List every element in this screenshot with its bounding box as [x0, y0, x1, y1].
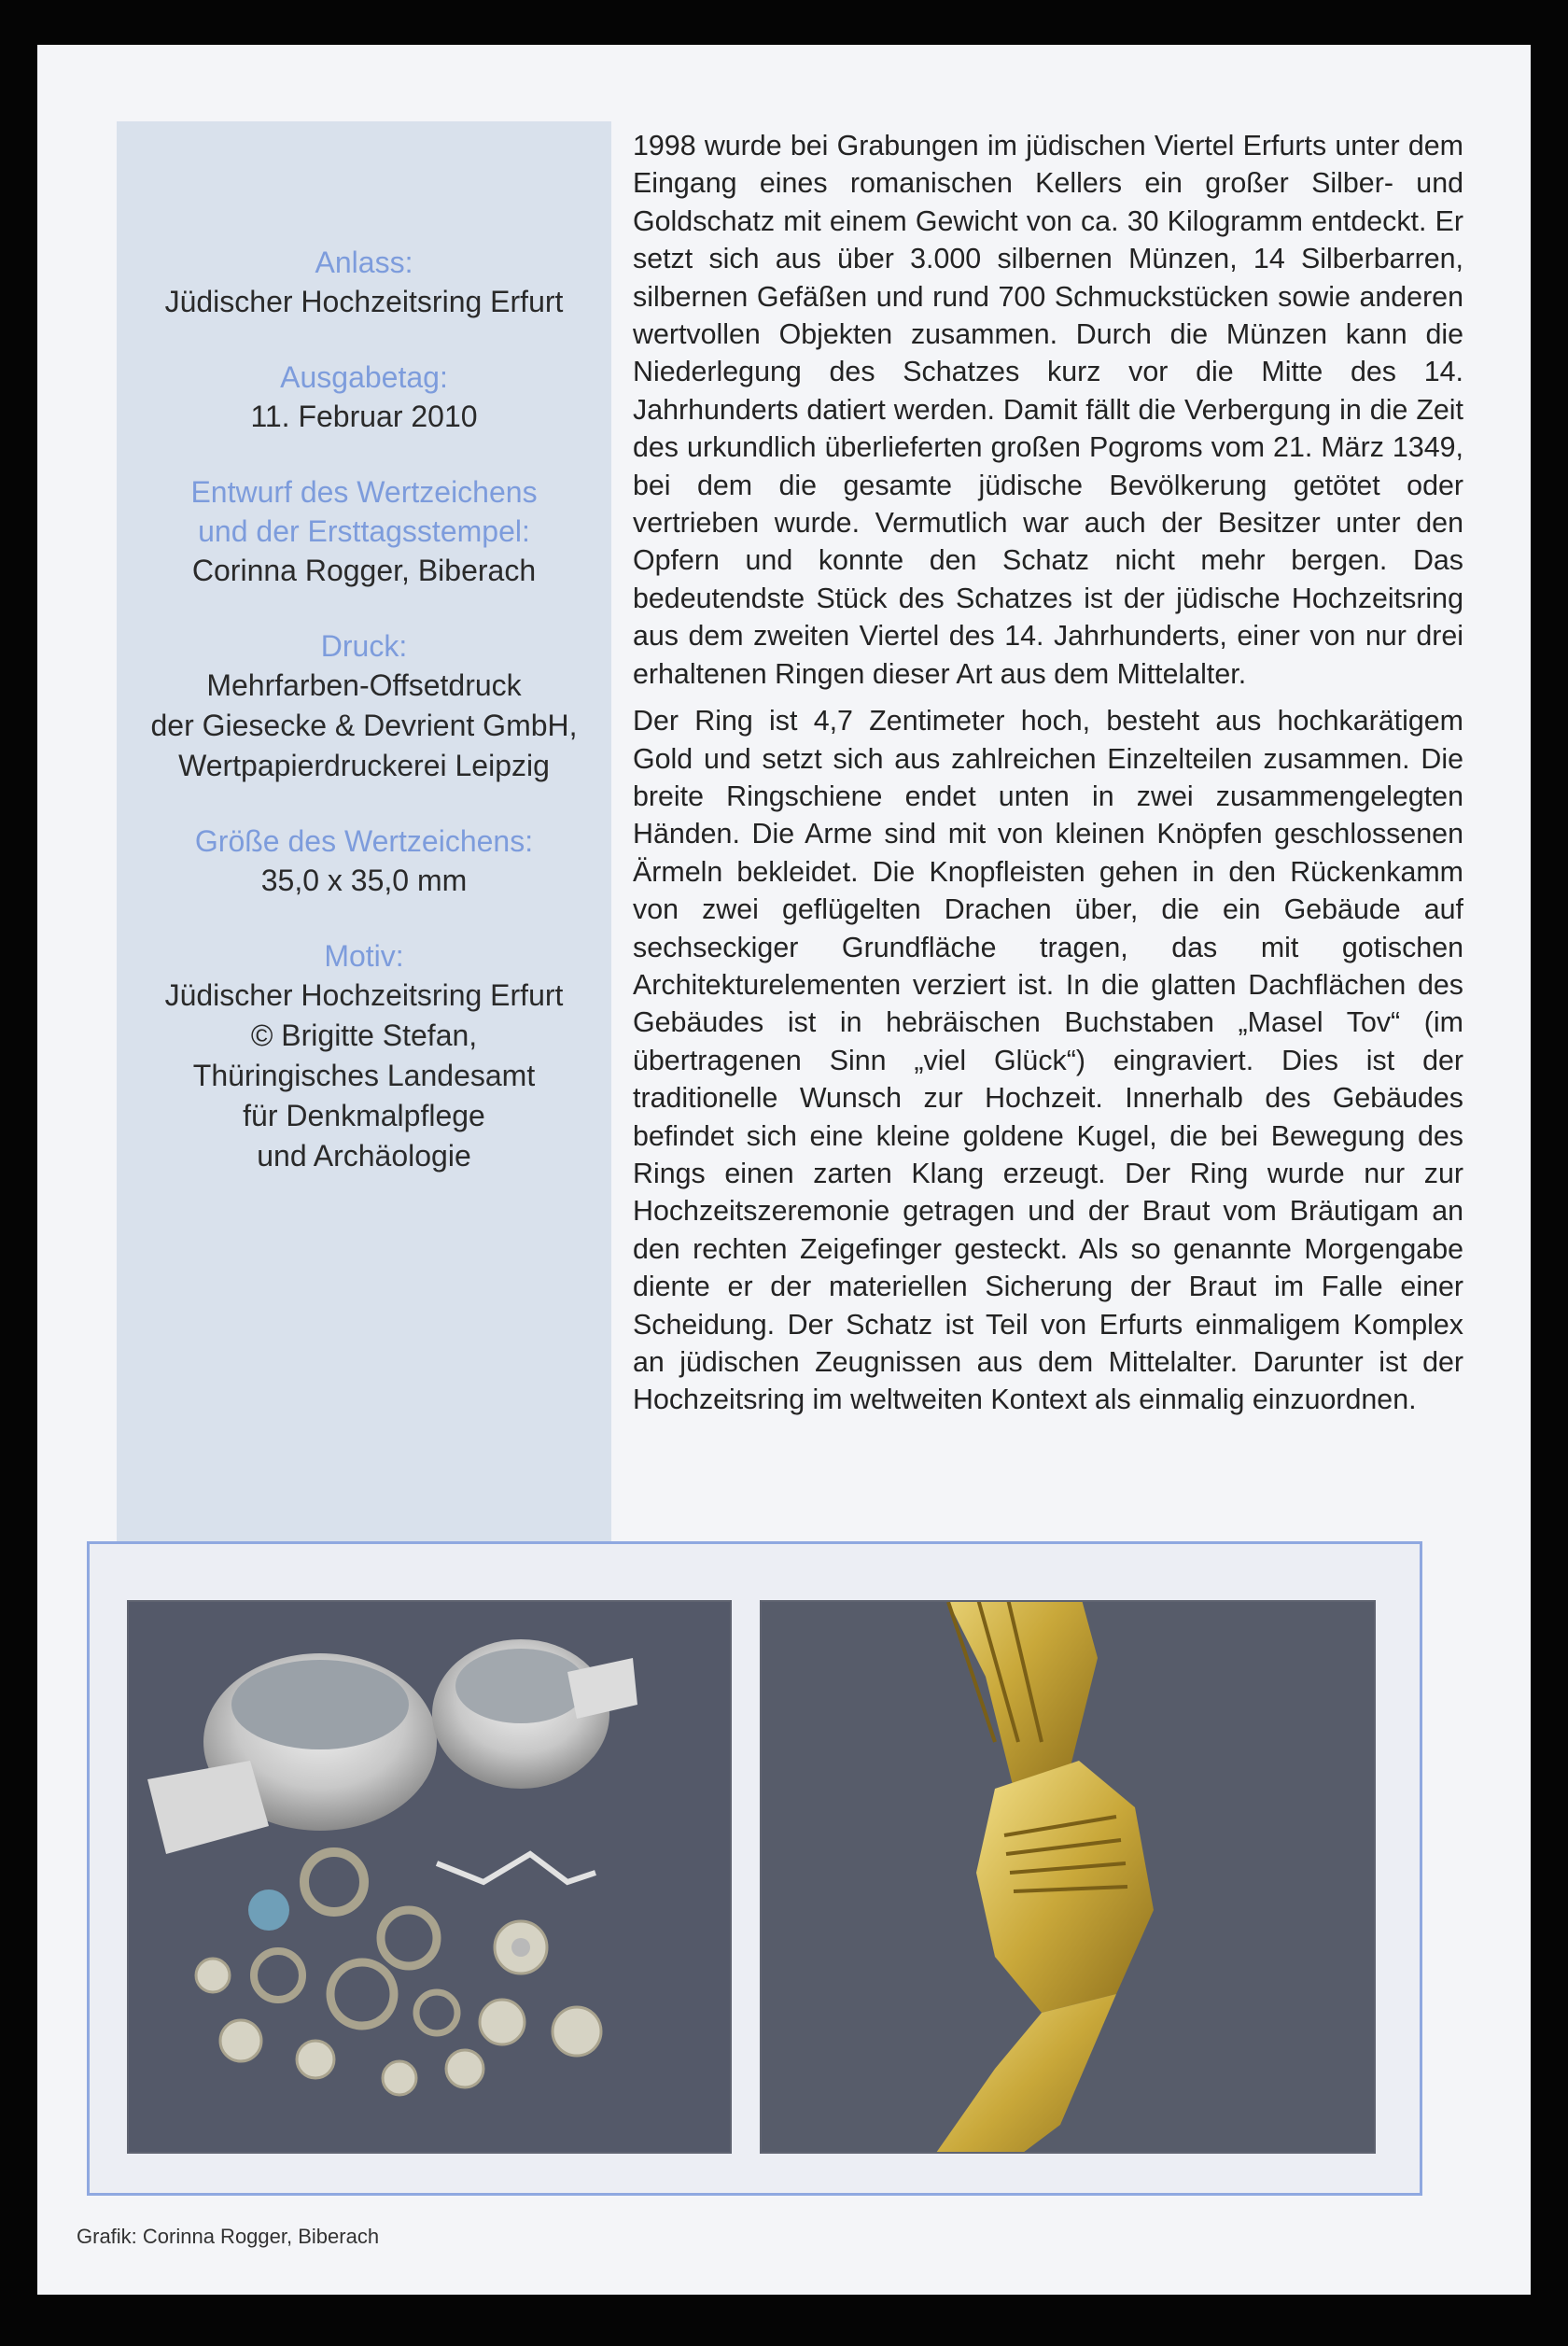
ring-photo [760, 1600, 1376, 2154]
graphic-credit: Grafik: Corinna Rogger, Biberach [77, 2225, 380, 2248]
photo-frame [87, 1541, 1422, 2196]
article-body [633, 127, 1463, 1428]
gold-wedding-ring-image [762, 1602, 1374, 2152]
detail-heading: Ausgabetag: [280, 360, 448, 394]
silver-bar [147, 1761, 269, 1854]
ring-band [930, 1994, 1116, 2152]
detail-value: für Denkmalpflege [243, 1099, 485, 1132]
detail-value: Wertpapierdruckerei Leipzig [178, 749, 550, 782]
detail-value: der Giesecke & Devrient GmbH, [150, 709, 578, 742]
gemstone-brooch [248, 1889, 289, 1931]
detail-heading: Anlass: [315, 246, 413, 279]
detail-block [117, 626, 611, 786]
silver-treasure-image [129, 1602, 730, 2152]
detail-block [117, 358, 611, 437]
detail-heading: Druck: [320, 629, 408, 663]
detail-value: © Brigitte Stefan, [250, 1018, 478, 1052]
detail-value: Corinna Rogger, Biberach [191, 554, 537, 587]
detail-value: und Archäologie [257, 1139, 471, 1173]
detail-value: 35,0 x 35,0 mm [260, 864, 468, 897]
detail-block [117, 472, 611, 591]
detail-heading: Größe des Wertzeichens: [194, 824, 534, 858]
detail-block [117, 936, 611, 1176]
detail-block [117, 243, 611, 322]
stamp-details-list [117, 243, 611, 1212]
detail-block [117, 822, 611, 901]
detail-heading: Entwurf des Wertzeichens und der Ersttagsstempel: [190, 475, 538, 548]
article-paragraph: Der Ring ist 4,7 Zentimeter hoch, besteht aus hochkarätigem Gold und setzt sich aus zahlreichen Einzelteilen zusammen. Die breite Ringschiene endet unten in zwei zusammengelegten Händen. Die Arme sind mit von kleinen Knöpfen geschlossenen Ärmeln bekleidet. Die Knopfleisten gehen in den Rückenkamm von zwei geflügelten Drachen über, die ein Gebäude auf sechseckiger Grundfläche tragen, das mit gotischen Architekturelementen verziert ist. In die glatten Dachflächen des Gebäudes ist in hebräischen Buchstaben „Masel Tov“ (im übertragenen Sinn „viel Glück“) eingraviert. Dies ist der traditionelle Wunsch zur Hochzeit. Innerhalb des Gebäudes befindet sich eine kleine goldene Kugel, die bei Bewegung des Rings einen zarten Klang erzeugt. Der Ring wurde nur zur Hochzeitszeremonie getragen und der Braut vom Bräutigam an den rechten Zeigefinger gesteckt. Als so genannte Morgengabe diente er der materiellen Sicherung der Braut im Falle einer Scheidung. Der Schatz ist Teil von Erfurts einmaligem Komplex an jüdischen Zeugnissen aus dem Mittelalter. Darunter ist der Hochzeitsring im weltweiten Kontext als einmalig einzuordnen. [633, 705, 1463, 1416]
detail-value: 11. Februar 2010 [250, 400, 478, 433]
article-paragraph: 1998 wurde bei Grabungen im jüdischen Viertel Erfurts unter dem Eingang eines romanischen Kellers ein großer Silber- und Goldschatz mit einem Gewicht von ca. 30 Kilogramm entdeckt. Er setzt sich aus über 3.000 silbernen Münzen, 14 Silberbarren, silbernen Gefäßen und rund 700 Schmuckstücken sowie anderen wertvollen Objekten zusammen. Durch die Münzen kann die Niederlegung des Schatzes kurz vor die Mitte des 14. Jahrhunderts datiert werden. Damit fällt die Verbergung in die Zeit des urkundlich überlieferten großen Pogroms vom 21. März 1349, bei dem die gesamte jüdische Bevölkerung getötet oder vertrieben wurde. Vermutlich war auch der Besitzer unter den Opfern und konnte den Schatz nicht mehr bergen. Das bedeutendste Stück des Schatzes ist der jüdische Hochzeitsring aus dem zweiten Viertel des 14. Jahrhunderts, einer von nur drei erhaltenen Ringen dieser Art aus dem Mittelalter. [633, 130, 1463, 690]
treasure-photo [127, 1600, 732, 2154]
detail-value: Jüdischer Hochzeitsring Erfurt [164, 285, 564, 318]
detail-heading: Motiv: [324, 939, 404, 973]
stamp-info-page [37, 45, 1531, 2295]
detail-value: Jüdischer Hochzeitsring Erfurt [164, 978, 564, 1012]
detail-value: Thüringisches Landesamt [192, 1059, 536, 1092]
stamp-details-sidebar [117, 121, 611, 1568]
detail-value: Mehrfarben-Offsetdruck [206, 668, 522, 702]
